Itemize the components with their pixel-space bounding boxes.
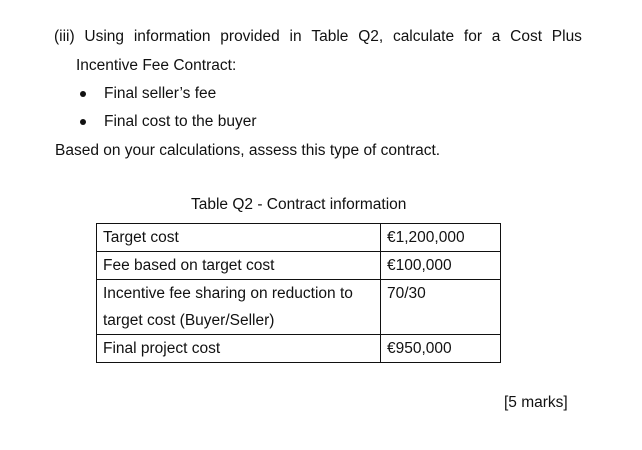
- question-line-1: [54, 28, 582, 46]
- question-word: calculate: [392, 28, 455, 45]
- table-row: [97, 252, 501, 280]
- bullet-icon: [80, 119, 86, 125]
- row-label-line: target cost (Buyer/Seller): [103, 312, 275, 329]
- assess-instruction: Based on your calculations, assess this type of contract.: [55, 142, 441, 159]
- row-value: €950,000: [381, 335, 501, 363]
- question-word: provided: [220, 28, 280, 45]
- row-label: Fee based on target cost: [97, 252, 381, 280]
- row-label: Target cost: [97, 224, 381, 252]
- table-row: [97, 280, 501, 335]
- table-caption: Table Q2 - Contract information: [191, 196, 407, 213]
- question-word: Using: [84, 28, 125, 45]
- question-word: for: [463, 28, 482, 45]
- question-word: a: [491, 28, 501, 45]
- question-word: Table: [311, 28, 349, 45]
- table-row: [97, 224, 501, 252]
- bullet-text: Final cost to the buyer: [104, 113, 257, 130]
- question-word: in: [289, 28, 302, 45]
- marks-label: [5 marks]: [504, 394, 568, 411]
- row-label: [97, 280, 381, 335]
- question-word: Plus: [551, 28, 582, 45]
- bullet-item-buyer-cost: [80, 113, 257, 131]
- question-word: (iii): [54, 28, 75, 45]
- row-value: €1,200,000: [381, 224, 501, 252]
- question-word: Cost: [510, 28, 543, 45]
- question-word: information: [133, 28, 211, 45]
- row-value: 70/30: [381, 280, 501, 335]
- bullet-icon: [80, 91, 86, 97]
- row-value: €100,000: [381, 252, 501, 280]
- row-label: Final project cost: [97, 335, 381, 363]
- bullet-text: Final seller’s fee: [104, 85, 217, 102]
- row-label-line: Incentive fee sharing on reduction to: [103, 285, 353, 302]
- bullet-item-seller-fee: [80, 85, 216, 103]
- contract-info-table: [96, 223, 501, 363]
- question-word: Q2,: [358, 28, 384, 45]
- question-line-2: Incentive Fee Contract:: [76, 57, 237, 74]
- table-row: [97, 335, 501, 363]
